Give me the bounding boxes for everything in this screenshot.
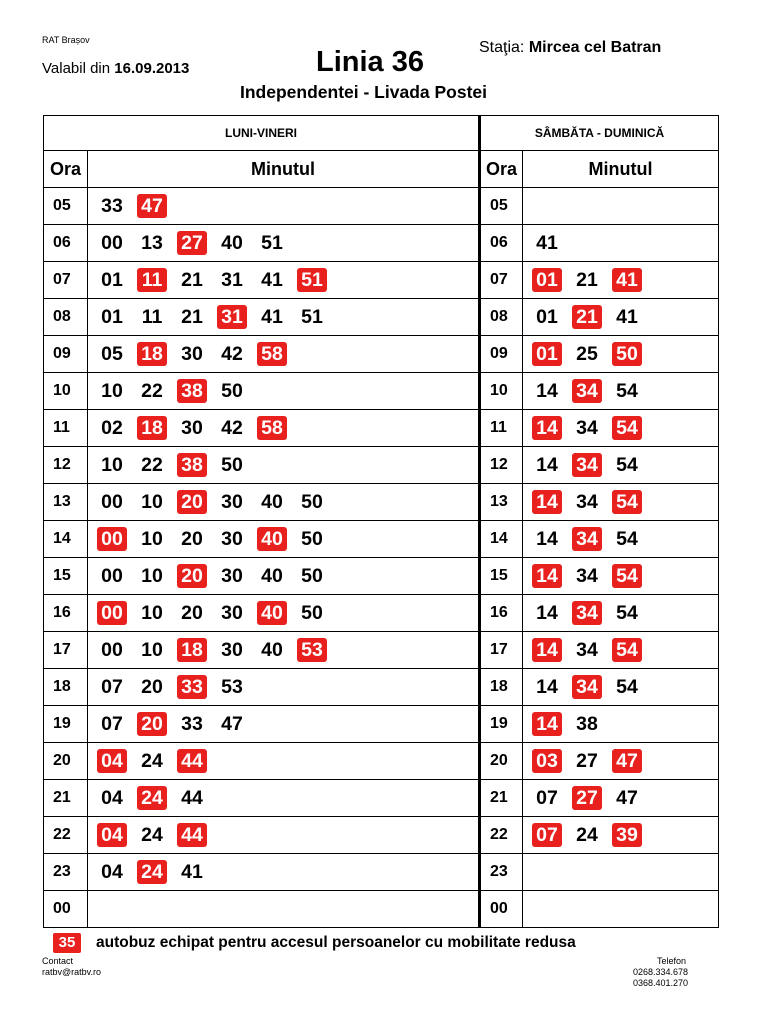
departure-minute: 34 [576, 565, 598, 587]
accessible-departure-minute: 01 [532, 342, 562, 366]
departure-minute: 20 [141, 676, 163, 698]
departure-minute: 10 [101, 454, 123, 476]
weekday-hour: 16 [44, 595, 88, 632]
accessible-departure-minute: 31 [217, 305, 247, 329]
hour-row [44, 225, 719, 262]
accessible-departure-minute: 14 [532, 416, 562, 440]
weekday-minutes [88, 558, 480, 595]
departure-minute: 22 [141, 380, 163, 402]
departure-minute: 24 [141, 824, 163, 846]
accessible-departure-minute: 20 [177, 490, 207, 514]
accessible-departure-minute: 34 [572, 675, 602, 699]
weekend-hour: 23 [480, 854, 523, 891]
accessible-departure-minute: 18 [137, 416, 167, 440]
valid-from [42, 60, 189, 77]
accessible-departure-minute: 47 [612, 749, 642, 773]
accessible-departure-minute: 39 [612, 823, 642, 847]
accessible-departure-minute: 54 [612, 490, 642, 514]
weekend-minutes [523, 447, 719, 484]
weekend-hour: 17 [480, 632, 523, 669]
weekday-minutes [88, 817, 480, 854]
contact-email: ratbv@ratbv.ro [42, 967, 101, 977]
accessible-departure-minute: 20 [137, 712, 167, 736]
weekday-hour: 17 [44, 632, 88, 669]
hour-row [44, 669, 719, 706]
weekend-hour: 09 [480, 336, 523, 373]
weekday-minutes [88, 299, 480, 336]
accessible-departure-minute: 51 [297, 268, 327, 292]
departure-minute: 33 [101, 195, 123, 217]
departure-minute: 30 [181, 343, 203, 365]
departure-minute: 11 [141, 306, 163, 328]
weekday-minutes [88, 854, 480, 891]
weekday-hour: 20 [44, 743, 88, 780]
accessible-departure-minute: 40 [257, 527, 287, 551]
accessible-departure-minute: 38 [177, 453, 207, 477]
departure-minute: 40 [261, 639, 283, 661]
weekend-minutes [523, 410, 719, 447]
departure-minute: 01 [101, 306, 123, 328]
accessible-departure-minute: 00 [97, 601, 127, 625]
weekend-hour: 21 [480, 780, 523, 817]
hour-row [44, 299, 719, 336]
weekday-hour: 22 [44, 817, 88, 854]
hour-row [44, 632, 719, 669]
weekend-minutes [523, 188, 719, 225]
departure-minute: 01 [536, 306, 558, 328]
weekend-hour: 00 [480, 891, 523, 928]
weekend-minutes [523, 373, 719, 410]
weekday-hour: 07 [44, 262, 88, 299]
weekend-minutes [523, 299, 719, 336]
departure-minute: 10 [141, 602, 163, 624]
weekday-minutes [88, 410, 480, 447]
weekday-hour: 08 [44, 299, 88, 336]
departure-minute: 30 [221, 528, 243, 550]
column-header-row [44, 151, 719, 188]
departure-minute: 05 [101, 343, 123, 365]
accessible-departure-minute: 27 [177, 231, 207, 255]
departure-minute: 54 [616, 528, 638, 550]
weekday-hour: 21 [44, 780, 88, 817]
weekday-hour: 13 [44, 484, 88, 521]
hour-row [44, 743, 719, 780]
weekend-hour: 18 [480, 669, 523, 706]
accessible-departure-minute: 50 [612, 342, 642, 366]
weekday-hour: 10 [44, 373, 88, 410]
accessible-departure-minute: 24 [137, 860, 167, 884]
phone-number-2: 0368.401.270 [632, 978, 688, 988]
departure-minute: 41 [536, 232, 558, 254]
weekday-hour: 19 [44, 706, 88, 743]
departure-minute: 20 [181, 528, 203, 550]
departure-minute: 21 [576, 269, 598, 291]
departure-minute: 53 [221, 676, 243, 698]
weekend-hour: 16 [480, 595, 523, 632]
hour-row [44, 336, 719, 373]
weekend-hour: 08 [480, 299, 523, 336]
hour-row [44, 484, 719, 521]
departure-minute: 07 [101, 676, 123, 698]
hour-row [44, 188, 719, 225]
departure-minute: 10 [141, 491, 163, 513]
hour-row [44, 595, 719, 632]
accessible-departure-minute: 54 [612, 416, 642, 440]
departure-minute: 40 [221, 232, 243, 254]
weekday-minutes [88, 595, 480, 632]
departure-minute: 41 [616, 306, 638, 328]
departure-minute: 34 [576, 491, 598, 513]
station [479, 39, 661, 57]
departure-minute: 22 [141, 454, 163, 476]
weekend-minutes [523, 558, 719, 595]
accessible-departure-minute: 58 [257, 416, 287, 440]
departure-minute: 30 [221, 565, 243, 587]
weekday-minutes [88, 632, 480, 669]
hour-row [44, 373, 719, 410]
departure-minute: 14 [536, 676, 558, 698]
accessible-departure-minute: 34 [572, 453, 602, 477]
weekday-hour: 23 [44, 854, 88, 891]
departure-minute: 20 [181, 602, 203, 624]
accessible-departure-minute: 44 [177, 749, 207, 773]
departure-minute: 00 [101, 639, 123, 661]
hour-row [44, 521, 719, 558]
weekend-minutes [523, 891, 719, 928]
departure-minute: 07 [536, 787, 558, 809]
company-name: RAT Brașov [42, 35, 90, 45]
accessible-departure-minute: 54 [612, 564, 642, 588]
weekday-minutes [88, 484, 480, 521]
accessible-departure-minute: 03 [532, 749, 562, 773]
accessible-departure-minute: 34 [572, 527, 602, 551]
weekend-hour: 14 [480, 521, 523, 558]
departure-minute: 31 [221, 269, 243, 291]
departure-minute: 33 [181, 713, 203, 735]
departure-minute: 44 [181, 787, 203, 809]
weekend-hour: 22 [480, 817, 523, 854]
departure-minute: 10 [141, 639, 163, 661]
weekday-minutul-header: Minutul [88, 151, 480, 188]
departure-minute: 30 [181, 417, 203, 439]
phone-number-1: 0268.334.678 [632, 967, 688, 977]
weekend-hour: 20 [480, 743, 523, 780]
departure-minute: 42 [221, 343, 243, 365]
departure-minute: 50 [221, 454, 243, 476]
hour-row [44, 817, 719, 854]
legend-badge: 35 [53, 933, 81, 953]
contact-label: Contact [42, 956, 74, 966]
weekend-minutes [523, 632, 719, 669]
departure-minute: 54 [616, 602, 638, 624]
weekend-title: SÂMBĂTA - DUMINICĂ [480, 116, 719, 151]
accessible-departure-minute: 14 [532, 564, 562, 588]
departure-minute: 21 [181, 269, 203, 291]
accessible-departure-minute: 14 [532, 712, 562, 736]
weekday-minutes [88, 336, 480, 373]
departure-minute: 51 [301, 306, 323, 328]
weekend-hour: 11 [480, 410, 523, 447]
accessible-departure-minute: 04 [97, 823, 127, 847]
weekday-minutes [88, 891, 480, 928]
departure-minute: 14 [536, 528, 558, 550]
departure-minute: 50 [301, 528, 323, 550]
accessible-departure-minute: 01 [532, 268, 562, 292]
departure-minute: 07 [101, 713, 123, 735]
accessible-departure-minute: 34 [572, 379, 602, 403]
departure-minute: 25 [576, 343, 598, 365]
accessible-departure-minute: 04 [97, 749, 127, 773]
departure-minute: 04 [101, 861, 123, 883]
accessible-departure-minute: 21 [572, 305, 602, 329]
station-label: Staţia: [479, 39, 525, 56]
weekday-minutes [88, 373, 480, 410]
hour-row [44, 447, 719, 484]
weekend-minutes [523, 595, 719, 632]
departure-minute: 24 [576, 824, 598, 846]
weekday-hour: 12 [44, 447, 88, 484]
weekday-hour: 09 [44, 336, 88, 373]
weekend-minutes [523, 817, 719, 854]
accessible-departure-minute: 38 [177, 379, 207, 403]
departure-minute: 13 [141, 232, 163, 254]
departure-minute: 10 [141, 565, 163, 587]
departure-minute: 34 [576, 639, 598, 661]
hour-row [44, 706, 719, 743]
departure-minute: 50 [301, 491, 323, 513]
departure-minute: 54 [616, 380, 638, 402]
weekday-minutes [88, 780, 480, 817]
weekend-minutes [523, 521, 719, 558]
departure-minute: 02 [101, 417, 123, 439]
weekend-hour: 07 [480, 262, 523, 299]
legend-text: autobuz echipat pentru accesul persoanelor cu mobilitate redusa [96, 934, 576, 951]
weekend-minutes [523, 225, 719, 262]
weekday-hour: 06 [44, 225, 88, 262]
weekday-minutes [88, 706, 480, 743]
weekend-hour: 05 [480, 188, 523, 225]
accessible-departure-minute: 47 [137, 194, 167, 218]
departure-minute: 30 [221, 639, 243, 661]
departure-minute: 21 [181, 306, 203, 328]
accessible-departure-minute: 41 [612, 268, 642, 292]
weekend-minutes [523, 743, 719, 780]
weekday-hour: 14 [44, 521, 88, 558]
timetable-body [44, 188, 719, 928]
weekday-hour: 05 [44, 188, 88, 225]
departure-minute: 41 [261, 269, 283, 291]
accessible-departure-minute: 18 [137, 342, 167, 366]
accessible-departure-minute: 18 [177, 638, 207, 662]
timetable [43, 115, 719, 928]
accessible-departure-minute: 24 [137, 786, 167, 810]
station-name: Mircea cel Batran [528, 39, 662, 56]
weekday-minutes [88, 669, 480, 706]
weekend-hour: 13 [480, 484, 523, 521]
weekday-minutes [88, 743, 480, 780]
departure-minute: 40 [261, 565, 283, 587]
accessible-departure-minute: 34 [572, 601, 602, 625]
weekday-hour: 11 [44, 410, 88, 447]
departure-minute: 10 [141, 528, 163, 550]
weekday-title: LUNI-VINERI [44, 116, 480, 151]
accessible-departure-minute: 07 [532, 823, 562, 847]
departure-minute: 47 [616, 787, 638, 809]
route-name: Independentei - Livada Postei [240, 82, 487, 102]
weekday-hour: 18 [44, 669, 88, 706]
accessible-departure-minute: 00 [97, 527, 127, 551]
departure-minute: 00 [101, 491, 123, 513]
departure-minute: 50 [221, 380, 243, 402]
phone-label: Telefon [656, 956, 686, 966]
departure-minute: 30 [221, 602, 243, 624]
weekend-minutes [523, 669, 719, 706]
departure-minute: 41 [181, 861, 203, 883]
weekday-hour: 15 [44, 558, 88, 595]
departure-minute: 00 [101, 565, 123, 587]
weekday-minutes [88, 521, 480, 558]
departure-minute: 27 [576, 750, 598, 772]
weekday-minutes [88, 447, 480, 484]
section-header-row [44, 116, 719, 151]
weekday-hour: 00 [44, 891, 88, 928]
weekend-minutes [523, 336, 719, 373]
departure-minute: 50 [301, 602, 323, 624]
weekend-minutul-header: Minutul [523, 151, 719, 188]
departure-minute: 10 [101, 380, 123, 402]
accessible-departure-minute: 40 [257, 601, 287, 625]
departure-minute: 00 [101, 232, 123, 254]
accessible-departure-minute: 58 [257, 342, 287, 366]
weekend-ora-header: Ora [480, 151, 523, 188]
accessible-departure-minute: 20 [177, 564, 207, 588]
departure-minute: 14 [536, 454, 558, 476]
weekend-hour: 19 [480, 706, 523, 743]
departure-minute: 34 [576, 417, 598, 439]
valid-date: 16.09.2013 [114, 60, 190, 77]
line-title: Linia 36 [316, 46, 424, 78]
departure-minute: 38 [576, 713, 598, 735]
weekend-minutes [523, 484, 719, 521]
valid-label: Valabil din [42, 60, 111, 77]
accessible-departure-minute: 14 [532, 638, 562, 662]
weekday-minutes [88, 262, 480, 299]
weekday-ora-header: Ora [44, 151, 88, 188]
hour-row [44, 558, 719, 595]
departure-minute: 47 [221, 713, 243, 735]
departure-minute: 54 [616, 676, 638, 698]
departure-minute: 51 [261, 232, 283, 254]
accessible-departure-minute: 14 [532, 490, 562, 514]
weekend-hour: 15 [480, 558, 523, 595]
hour-row [44, 262, 719, 299]
departure-minute: 14 [536, 602, 558, 624]
accessible-departure-minute: 54 [612, 638, 642, 662]
departure-minute: 41 [261, 306, 283, 328]
accessible-departure-minute: 33 [177, 675, 207, 699]
weekend-hour: 10 [480, 373, 523, 410]
departure-minute: 40 [261, 491, 283, 513]
departure-minute: 30 [221, 491, 243, 513]
accessible-departure-minute: 11 [137, 268, 167, 292]
departure-minute: 24 [141, 750, 163, 772]
accessible-departure-minute: 44 [177, 823, 207, 847]
accessible-departure-minute: 53 [297, 638, 327, 662]
hour-row [44, 410, 719, 447]
weekend-minutes [523, 706, 719, 743]
departure-minute: 54 [616, 454, 638, 476]
weekday-minutes [88, 225, 480, 262]
weekend-hour: 06 [480, 225, 523, 262]
weekend-minutes [523, 780, 719, 817]
accessible-departure-minute: 27 [572, 786, 602, 810]
departure-minute: 14 [536, 380, 558, 402]
weekday-minutes [88, 188, 480, 225]
weekend-hour: 12 [480, 447, 523, 484]
departure-minute: 50 [301, 565, 323, 587]
hour-row [44, 780, 719, 817]
hour-row [44, 854, 719, 891]
departure-minute: 01 [101, 269, 123, 291]
weekend-minutes [523, 262, 719, 299]
weekend-minutes [523, 854, 719, 891]
hour-row [44, 891, 719, 928]
departure-minute: 04 [101, 787, 123, 809]
departure-minute: 42 [221, 417, 243, 439]
